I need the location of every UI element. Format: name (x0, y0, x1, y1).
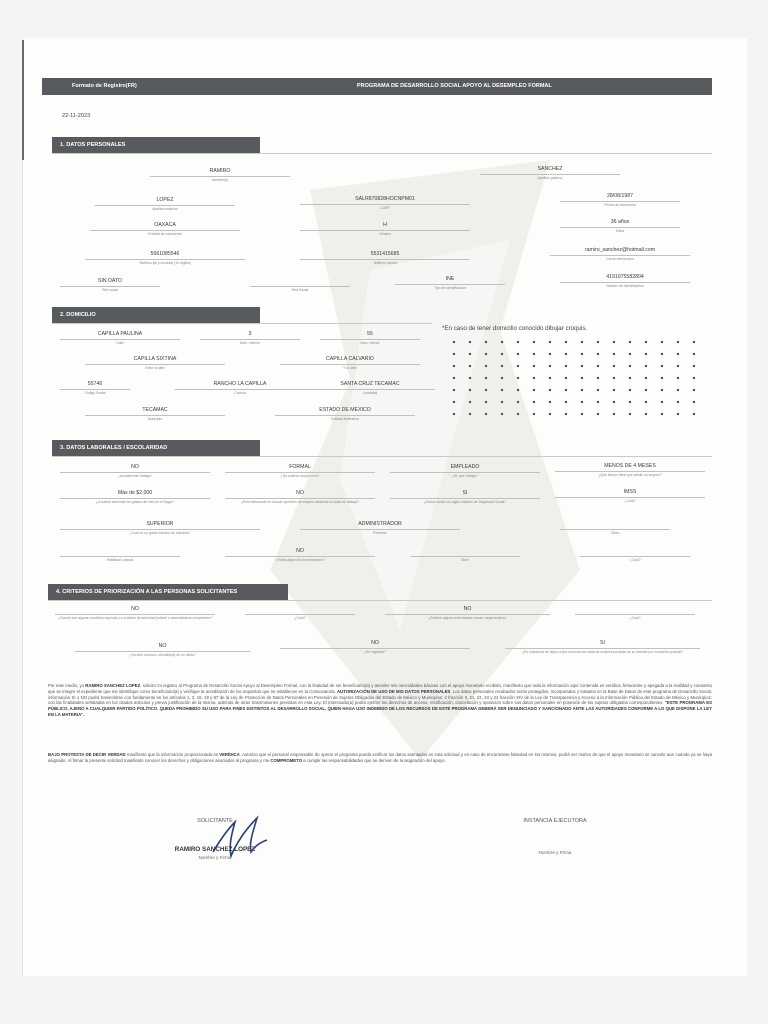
field-cual-enfermedad: ¿Cuál? (575, 606, 695, 620)
field-nombre: RAMIRO Nombre(s) (150, 168, 290, 182)
declaration-paragraph: BAJO PROTESTA DE DECIR VERDAD manifiesto que la información proporcionada es VERÍDICA. Autorizo que el personal responsable de operar el programa pueda verificar los datos asentados en esta solicitud y en caso de encontrarse falsedad en los mismos, podrá ser motivo de que el apoyo monetario se cancele aun cuando ya se haya asignado. Al firmar la presente solicitud manifiesto conocer los derechos y obligaciones asociados al programa y me COMPROMETO a cumplir las responsabilidades que se deriven de la asignación del apoyo. (48, 752, 712, 763)
field-condicion-especial: NO ¿Cuenta con alguna condición especial y a solicitud de autoridad judicial o administrativa competente? (55, 606, 215, 620)
field-cual-idioma: ¿Cuál? (580, 548, 690, 562)
program-title: PROGRAMA DE DESARROLLO SOCIAL APOYO AL DESEMPLEO FORMAL (357, 83, 552, 89)
field-nivel: Nivel (410, 548, 520, 562)
solicitante-name: RAMIRO SANCHEZ LOPEZ (174, 846, 256, 853)
field-edad: 36 años Edad (560, 219, 680, 233)
section-rule (52, 323, 432, 324)
field-num-exterior: 3 Núm. exterior (200, 331, 300, 345)
field-y-calle: CAPILLA CALVARIO Y la calle (280, 356, 420, 370)
field-entidad-federativa: ESTADO DE MEXICO Entidad federativa (275, 407, 415, 421)
field-entre-calle: CAPILLA SIXTINA Entre la calle (85, 356, 225, 370)
header-bar (42, 78, 712, 95)
section-datos-laborales: 3. DATOS LABORALES / ESCOLARIDAD (52, 440, 260, 456)
field-num-interior: 55 Núm. interior (320, 331, 420, 345)
solicitante-nombre-firma: Nombre y Firma (198, 855, 232, 860)
field-bolsa-trabajo: NO ¿Está interesado en buscar opciones de empleo mediante la bolsa de trabajo? (225, 490, 375, 504)
field-gastos-hogar: Más de $2,000 ¿A cuánto asciende los gastos del mes en el hogar? (60, 490, 210, 504)
section-rule (52, 456, 712, 457)
field-entidad-nacimiento: OAXACA Entidad de nacimiento (90, 222, 240, 236)
field-telefono-fijo: 5561085546 Teléfono fijo (con lada) (10 dígitos) (85, 251, 245, 265)
section-rule (48, 600, 712, 601)
field-curp: SALR870828HOCNPM01 CURP (300, 196, 470, 210)
page-edge-shadow (22, 40, 24, 160)
field-correo: ramiro_sanchez@hotmail.com Correo electrónico (550, 247, 690, 261)
handwritten-signature (205, 812, 275, 860)
field-codigo-postal: 55746 Código Postal (60, 381, 130, 395)
field-colonia: RANCHO LA CAPILLA Colonia (175, 381, 305, 395)
field-habilidad-laboral: Habilidad Laboral (60, 548, 180, 562)
signature-instancia (490, 818, 620, 855)
field-enfermedad-cronica: NO ¿Padece alguna enfermedad crónico degenerativa? (385, 606, 550, 620)
field-empleo-anterior: FORMAL ¿Su anterior empleo era? (225, 464, 375, 478)
section-domicilio: 2. DOMICILIO (52, 307, 260, 323)
consent-paragraph: Por este medio, yo RAMIRO SANCHEZ LOPEZ, solicito mi registro al Programa de Desarrollo Social Apoyo al Desempleo Formal, con la finalidad de ser beneficiario(a) y atender mis necesidades básicas con el apoyo monetario recibido; manifiesto que toda la información aquí contenida es verídica, fehaciente y apegada a la realidad y consiento que se integre el expediente que me identifique como beneficiario(a) y verifique la acreditación de los requisitos que se establecen en la Convocatoria. AUTORIZACIÓN DE USO DE MIS DATOS PERSONALES. Los datos personales recabados serán protegidos, incorporados y tratados en la Base de Datos de este programa de Desarrollo Social, información SI o NO podrá transmitirse con fundamento en los artículos 1, 2, 16, 19 y 97 de la Ley de Protección de Datos Personales en Posesión de Sujetos Obligados del Estado de México y Municipios; 2 fracción II, 21, 22, 23 y 24 fracción XIV de la Ley de Transparencia y Acceso a la Información Pública del Estado de México y Municipios; con las finalidades señaladas en los citados artículos y previa justificación de la misma, además de otras transmisiones previstas en esta Ley. El interesado(a) podrá ejercer los derechos de acceso, rectificación, cancelación y oposición sobre sus datos personales en posesión de los sujetos obligados correspondientes. "ESTE PROGRAMA ES PÚBLICO, AJENO A CUALQUIER PARTIDO POLÍTICO. QUEDA PROHIBIDO SU USO PARA FINES DISTINTOS AL DESARROLLO SOCIAL, QUIEN HAGA USO INDEBIDO DE LOS RECURSOS DE ESTE PROGRAMA DEBERÁ SER DENUNCIADO Y SANCIONADO ANTE LAS AUTORIDADES CONFORME A LO QUE DISPONE LA LEY EN LA MATERIA". (48, 683, 713, 717)
watermark-logo (250, 150, 590, 770)
solicitante-label: SOLICITANTE (197, 818, 233, 824)
croquis-note: *En caso de tener domicilio conocido dibujar croquis. (442, 325, 588, 332)
field-en-que-trabajo: EMPLEADO ¿En qué trabajó? (390, 464, 540, 478)
field-calle: CAPILLA PAULINA Calle (60, 331, 180, 345)
field-idioma-extranjero: NO ¿Habla algún idioma extranjero? (225, 548, 375, 562)
field-seguridad-social: SI ¿Estuvo activo en algún instituto de Seguridad Social? (390, 490, 540, 504)
field-municipio: TECAMAC Municipio (85, 407, 225, 421)
field-oficio: Oficio (560, 521, 670, 535)
field-numero-identificacion: 4191075582804 Número de identificación (560, 274, 690, 288)
field-cuidadora: SI ¿Es cuidadora de hijas o hijos menores de edad de mujeres privadas de su libertad por resolución judicial? (505, 640, 700, 654)
instancia-label: INSTANCIA EJECUTORA (523, 818, 587, 824)
section-criterios-priorizacion: 4. CRITERIOS DE PRIORIZACIÓN A LAS PERSONAS SOLICITANTES (48, 584, 288, 600)
field-red-social-1: SIN DATO Red social (60, 278, 160, 292)
section-rule (52, 153, 712, 154)
field-apellido-materno: LOPEZ Apellido materno (95, 197, 235, 211)
field-red-social-2: Red Social (250, 278, 350, 292)
field-tipo-identificacion: INE Tipo de identificación (395, 276, 505, 290)
field-cual-instituto: IMSS ¿Cuál? (555, 489, 705, 503)
field-tiempo-sin-empleo: MENOS DE 4 MESES ¿Qué tiempo tiene que perdió su empleo? (555, 463, 705, 477)
section-datos-personales: 1. DATOS PERSONALES (52, 137, 260, 153)
instancia-nombre-firma: Nombre y Firma (538, 850, 572, 855)
field-apellido-paterno: SANCHEZ Apellido paterno (480, 166, 620, 180)
form-code: Formato de Registro(FR) (72, 83, 137, 89)
field-genero: H Género (300, 222, 470, 236)
field-profesion: ADMINISTRADOR Profesión (300, 521, 460, 535)
field-fecha-nacimiento: 28/08/1987 Fecha de nacimiento (560, 193, 680, 207)
field-localidad: SANTA CRUZ TECAMAC Localidad (305, 381, 435, 395)
croquis-dot-grid (446, 336, 708, 416)
field-cual-condicion: ¿Cuál? (245, 606, 355, 620)
field-victima-delito: NO ¿Ha sido víctima u ofendido(a) de un delito? (75, 643, 250, 657)
field-actualmente-trabaja: NO ¿Actualmente trabaja? (60, 464, 210, 478)
field-telefono-celular: 5531415685 Teléfono celular (300, 251, 470, 265)
registration-date: 22-11-2023 (62, 113, 91, 119)
field-grado-estudios: SUPERIOR ¿Cuál es su grado máximo de estudios? (60, 521, 260, 535)
field-migrante: NO ¿Es migrante? (280, 640, 470, 654)
